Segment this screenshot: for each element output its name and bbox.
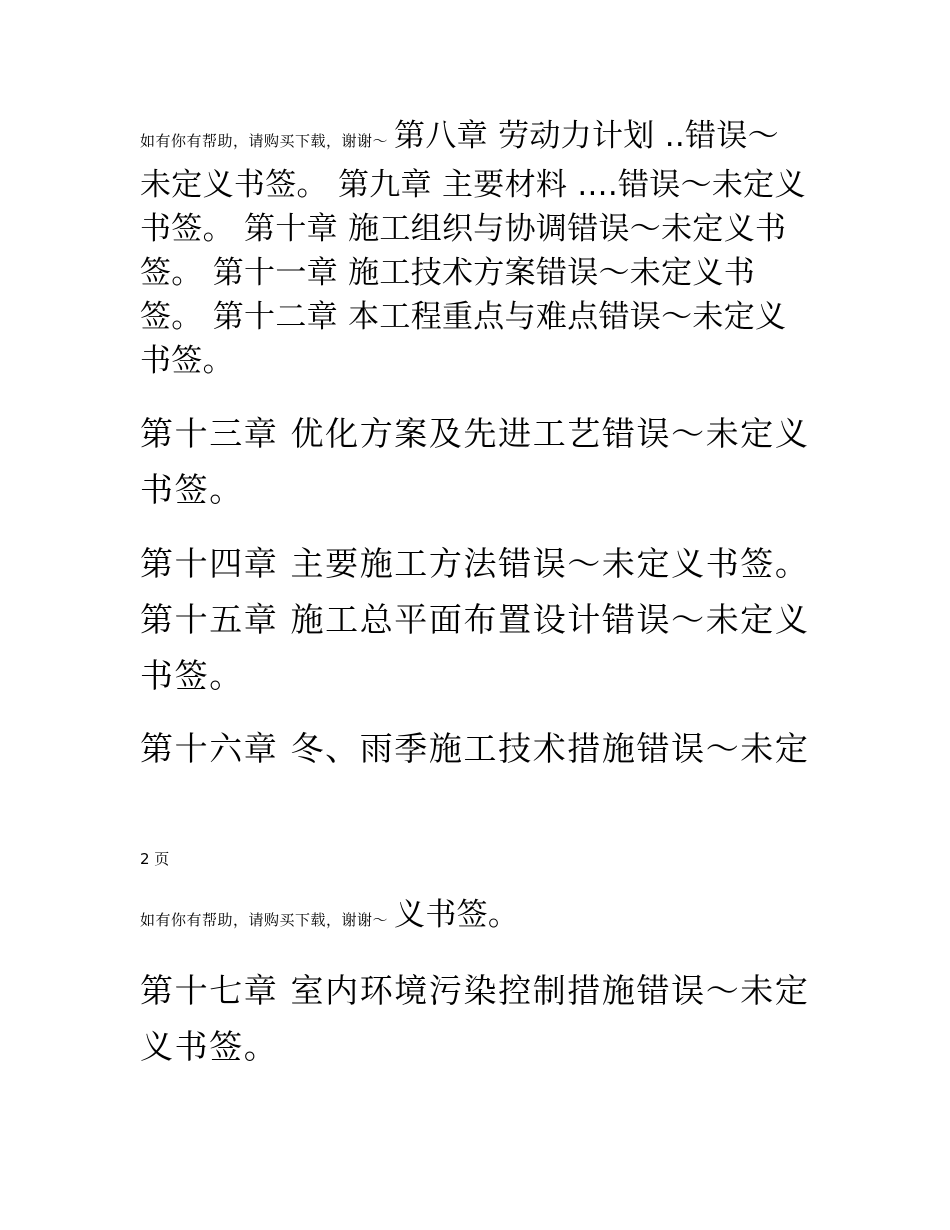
toc-chapter-17: 第十七章 室内环境污染控制措施错误～未定义书签。	[140, 971, 810, 1066]
page-number: 2 页	[140, 850, 170, 868]
toc-paragraph-1	[140, 114, 810, 383]
toc-run-text: 第八章 劳动力计划 ..错误～未定义书签。 第九章 主要材料 ....错误～未定义书签。 第十章 施工组织与协调错误～未定义书签。 第十一章 施工技术方案错误～未定义书签。 第十二章 本工程重点与难点错误～未定义书签。	[140, 118, 806, 379]
continuation-text: 义书签。	[394, 897, 520, 933]
toc-chapter-16: 第十六章 冬、雨季施工技术措施错误～未定	[140, 729, 810, 768]
download-note: 如有你有帮助，请购买下载，谢谢～	[140, 132, 389, 150]
download-note-2: 如有你有帮助，请购买下载，谢谢～	[140, 911, 389, 929]
toc-paragraph-continuation	[140, 893, 810, 942]
toc-chapter-14-15: 第十四章 主要施工方法错误～未定义书签。 第十五章 施工总平面布置设计错误～未定义书签。	[140, 544, 810, 695]
toc-chapter-13: 第十三章 优化方案及先进工艺错误～未定义书签。	[140, 414, 810, 509]
